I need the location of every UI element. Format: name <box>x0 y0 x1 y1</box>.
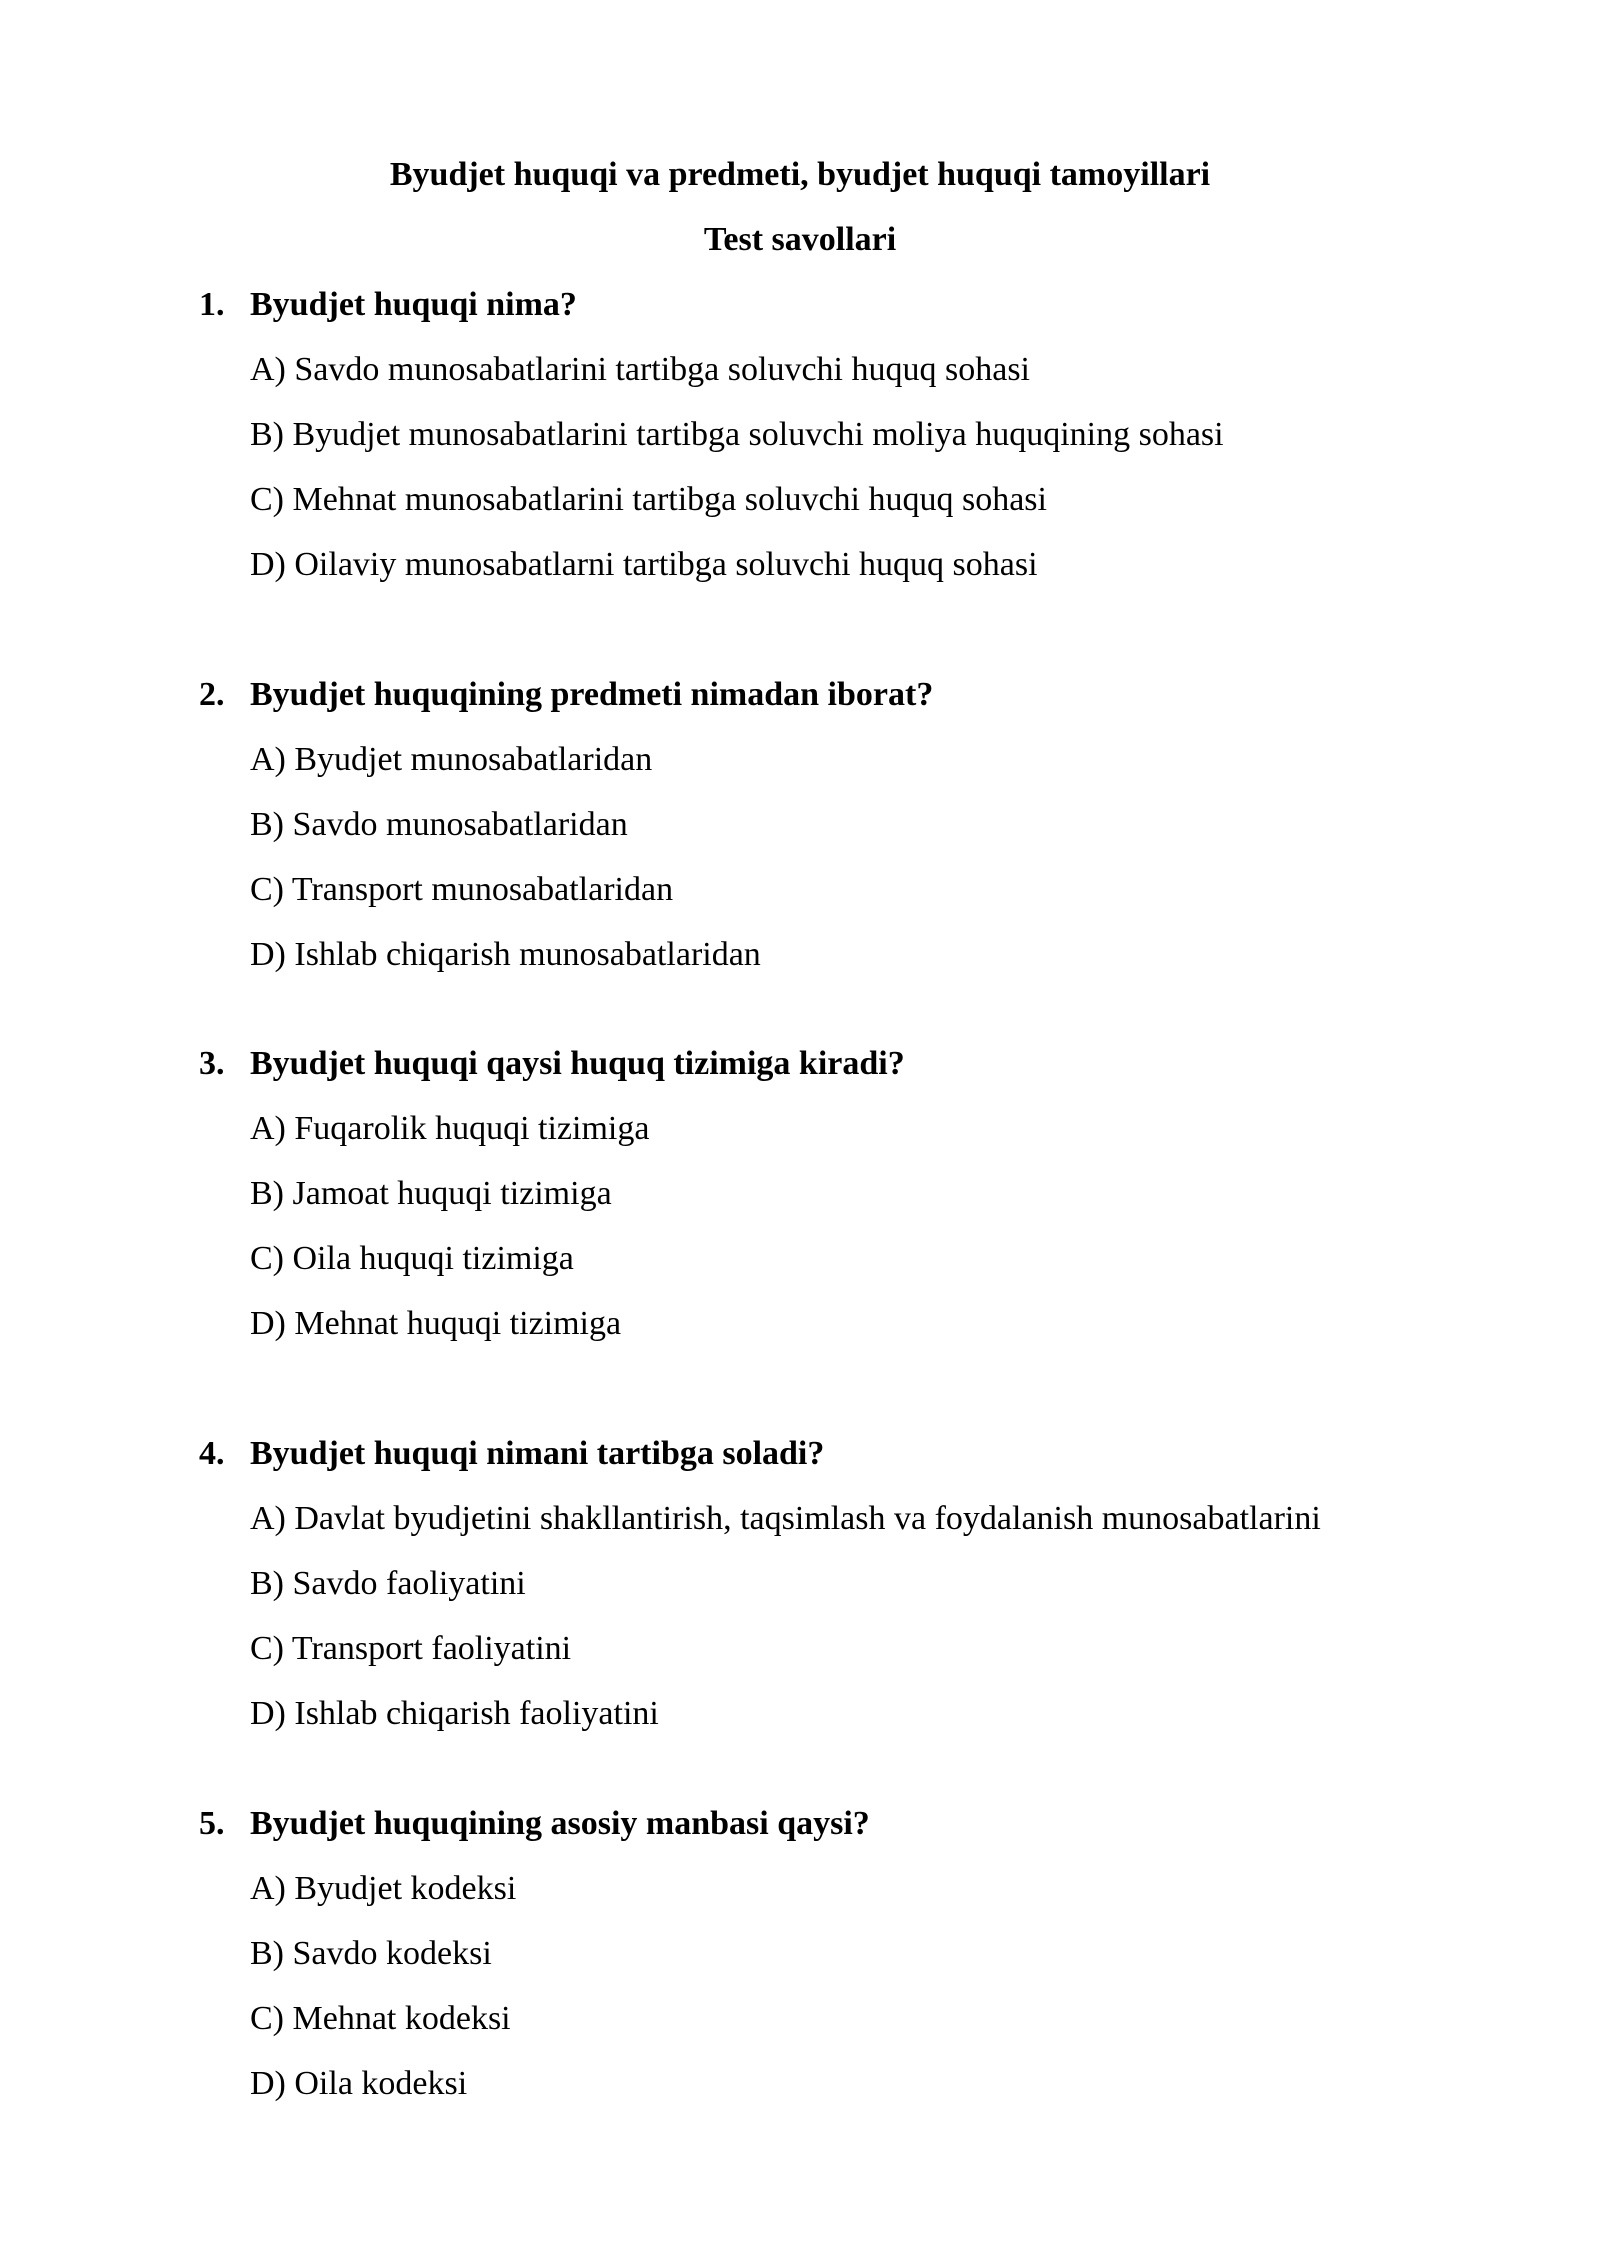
answer-option-b: B) Savdo kodeksi <box>250 1935 492 1972</box>
question-number: 4. <box>199 1435 225 1472</box>
question-heading <box>199 285 1499 325</box>
question-heading <box>199 675 1499 715</box>
answer-option-c: C) Transport munosabatlaridan <box>250 871 674 908</box>
answer-option-b: B) Savdo faoliyatini <box>250 1565 526 1602</box>
question-number: 5. <box>199 1805 225 1842</box>
question-text: Byudjet huquqi qaysi huquq tizimiga kiradi? <box>250 1045 905 1082</box>
answer-option-a: A) Fuqarolik huquqi tizimiga <box>250 1110 650 1147</box>
question-heading <box>199 1804 1499 1844</box>
question-heading <box>199 1434 1499 1474</box>
answer-option-c: C) Mehnat kodeksi <box>250 2000 511 2037</box>
answer-option-a: A) Savdo munosabatlarini tartibga soluvchi huquq sohasi <box>250 351 1030 388</box>
question-text: Byudjet huquqi nimani tartibga soladi? <box>250 1435 825 1472</box>
answer-option-c: C) Transport faoliyatini <box>250 1630 572 1667</box>
question-5 <box>199 1804 1499 2104</box>
answer-option-b: B) Byudjet munosabatlarini tartibga soluvchi moliya huquqining sohasi <box>250 416 1224 453</box>
question-text: Byudjet huquqi nima? <box>250 286 577 323</box>
answer-option-d: D) Oila kodeksi <box>250 2065 468 2102</box>
answer-option-c: C) Mehnat munosabatlarini tartibga soluvchi huquq sohasi <box>250 481 1047 518</box>
question-3 <box>199 1044 1499 1344</box>
document-title: Byudjet huquqi va predmeti, byudjet huquqi tamoyillari <box>389 156 1211 193</box>
answer-option-d: D) Mehnat huquqi tizimiga <box>250 1305 622 1342</box>
answer-option-d: D) Ishlab chiqarish munosabatlaridan <box>250 936 761 973</box>
document-subtitle: Test savollari <box>703 221 897 258</box>
question-4 <box>199 1434 1499 1734</box>
question-text: Byudjet huquqining predmeti nimadan iborat? <box>250 676 934 713</box>
question-1 <box>199 285 1499 585</box>
answer-option-d: D) Oilaviy munosabatlarni tartibga soluvchi huquq sohasi <box>250 546 1038 583</box>
question-heading <box>199 1044 1499 1084</box>
question-number: 2. <box>199 676 225 713</box>
answer-option-b: B) Jamoat huquqi tizimiga <box>250 1175 612 1212</box>
answer-option-c: C) Oila huquqi tizimiga <box>250 1240 574 1277</box>
question-text: Byudjet huquqining asosiy manbasi qaysi? <box>250 1805 870 1842</box>
question-number: 3. <box>199 1045 225 1082</box>
answer-option-a: A) Davlat byudjetini shakllantirish, taqsimlash va foydalanish munosabatlarini <box>250 1500 1321 1537</box>
question-2 <box>199 675 1499 975</box>
answer-option-a: A) Byudjet kodeksi <box>250 1870 517 1907</box>
answer-option-a: A) Byudjet munosabatlaridan <box>250 741 653 778</box>
answer-option-b: B) Savdo munosabatlaridan <box>250 806 628 843</box>
answer-option-d: D) Ishlab chiqarish faoliyatini <box>250 1695 659 1732</box>
question-number: 1. <box>199 286 225 323</box>
